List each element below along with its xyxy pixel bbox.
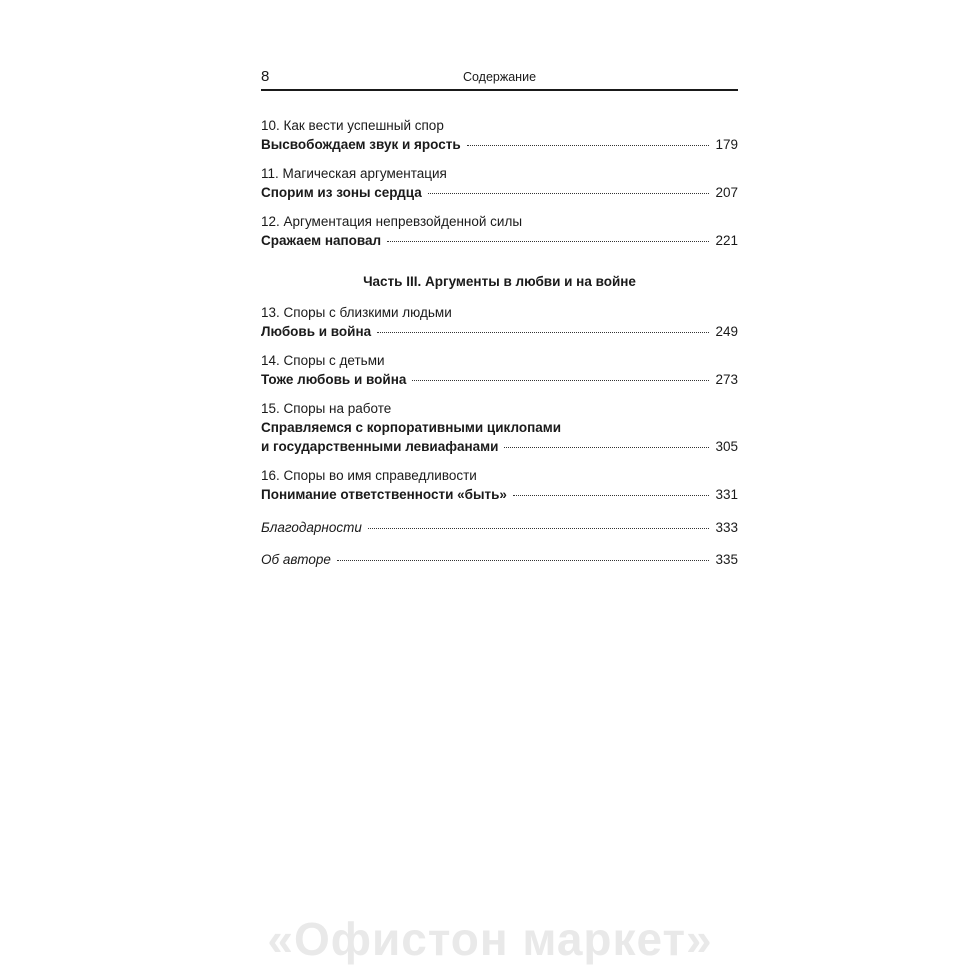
- chapter-subtitle: Справляемся с корпоративными циклопами: [261, 420, 562, 435]
- chapter-subtitle-line: [261, 437, 738, 456]
- toc-entry-acknowledgements: [261, 518, 738, 537]
- chapter-title: 10. Как вести успешный спор: [261, 118, 444, 133]
- page-ref: 273: [715, 372, 738, 387]
- chapter-subtitle: Любовь и война: [261, 324, 372, 339]
- dot-leader: [368, 528, 710, 529]
- dot-leader: [428, 193, 710, 194]
- page-ref: 333: [715, 520, 738, 535]
- chapter-subtitle-line: [261, 183, 738, 202]
- chapter-subtitle-line: [261, 485, 738, 504]
- chapter-title: 11. Магическая аргументация: [261, 166, 447, 181]
- chapter-subtitle: Понимание ответственности «быть»: [261, 487, 507, 502]
- chapter-subtitle: Сражаем наповал: [261, 233, 382, 248]
- table-of-contents: [261, 116, 738, 582]
- toc-entry-16: [261, 466, 738, 504]
- chapter-title: 15. Споры на работе: [261, 401, 392, 416]
- dot-leader: [377, 332, 709, 333]
- page-ref: 249: [715, 324, 738, 339]
- chapter-title: 14. Споры с детьми: [261, 353, 385, 368]
- page-header: [261, 66, 738, 90]
- page-ref: 179: [715, 137, 738, 152]
- header-rule: [261, 89, 738, 91]
- back-matter-label: Об авторе: [261, 552, 331, 567]
- chapter-subtitle-continued: и государственными левиафанами: [261, 439, 499, 454]
- dot-leader: [387, 241, 709, 242]
- dot-leader: [412, 380, 709, 381]
- chapter-subtitle-line: [261, 135, 738, 154]
- dot-leader: [504, 447, 709, 448]
- chapter-subtitle-line: [261, 322, 738, 341]
- toc-entry-14: [261, 351, 738, 389]
- toc-entry-15: [261, 399, 738, 456]
- store-watermark: «Офистон маркет»: [267, 913, 713, 965]
- page-number: 8: [261, 68, 270, 85]
- page-ref: 335: [715, 552, 738, 567]
- dot-leader: [467, 145, 710, 146]
- chapter-title: 16. Споры во имя справедливости: [261, 468, 477, 483]
- page-ref: 331: [715, 487, 738, 502]
- back-matter-label: Благодарности: [261, 520, 362, 535]
- running-title: Содержание: [462, 70, 537, 84]
- chapter-title: 13. Споры с близкими людьми: [261, 305, 452, 320]
- page-ref: 221: [715, 233, 738, 248]
- toc-entry-12: [261, 212, 738, 250]
- chapter-title: 12. Аргументация непревзойденной силы: [261, 214, 523, 229]
- toc-entry-10: [261, 116, 738, 154]
- chapter-subtitle-line: [261, 231, 738, 250]
- chapter-subtitle: Тоже любовь и война: [261, 372, 407, 387]
- dot-leader: [337, 560, 710, 561]
- toc-entry-about-author: [261, 550, 738, 569]
- page-ref: 207: [715, 185, 738, 200]
- dot-leader: [513, 495, 710, 496]
- chapter-subtitle: Спорим из зоны сердца: [261, 185, 422, 200]
- part-heading: Часть III. Аргументы в любви и на войне: [363, 274, 636, 289]
- chapter-subtitle: Высвобождаем звук и ярость: [261, 137, 461, 152]
- back-matter: [261, 518, 738, 569]
- chapter-subtitle-line: [261, 370, 738, 389]
- toc-entry-13: [261, 303, 738, 341]
- toc-entry-11: [261, 164, 738, 202]
- page-ref: 305: [715, 439, 738, 454]
